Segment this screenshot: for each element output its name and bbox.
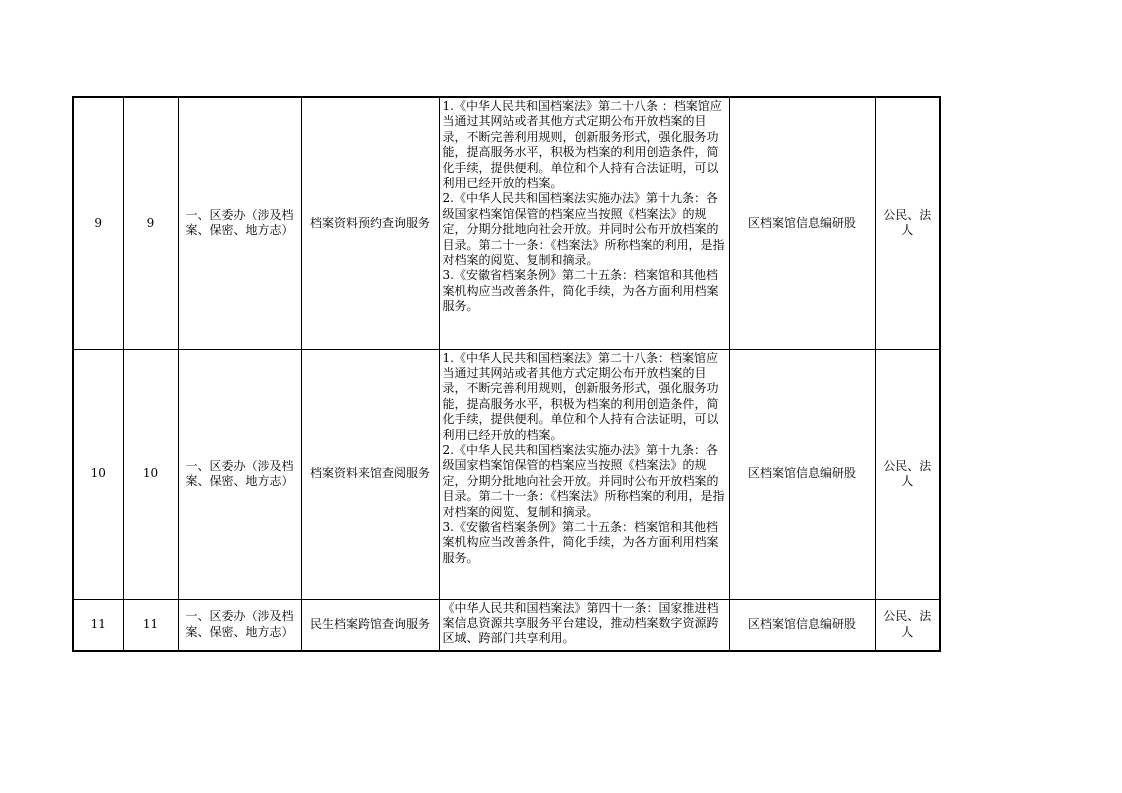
department-cell: 一、区委办（涉及档案、保密、地方志） [178, 599, 301, 651]
table-row [73, 599, 940, 651]
responsible-unit-cell: 区档案馆信息编研股 [729, 349, 875, 599]
legal-basis-paragraph: 1.《中华人民共和国档案法》第二十八条 ：档案馆应当通过其网站或者其他方式定期公布开放档案的目录，不断完善利用规则，创新服务形式，强化服务功能，提高服务水平，积极为档案的利用创造条件，简化手续，提供便利。单位和个人持有合法证明，可以利用已经开放的档案。 [442, 99, 722, 191]
service-item-cell: 民生档案跨馆查询服务 [301, 599, 439, 651]
legal-basis-paragraph: 《中华人民共和国档案法》第四十一条：国家推进档案信息资源共享服务平台建设，推动档案数字资源跨区域、跨部门共享利用。 [442, 600, 719, 646]
service-item-cell: 档案资料来馆查阅服务 [301, 349, 439, 599]
row-index-cell: 11 [73, 599, 123, 651]
legal-basis-paragraph: 1.《中华人民共和国档案法》第二十八条：档案馆应当通过其网站或者其他方式定期公布开放档案的目录，不断完善利用规则，创新服务形式，强化服务功能，提高服务水平，积极为档案的利用创造条件，简化手续，提供便利。单位和个人持有合法证明，可以利用已经开放的档案。 [442, 350, 719, 442]
legal-basis-paragraph: 3.《安徽省档案条例》第二十五条：档案馆和其他档案机构应当改善条件，简化手续，为各方面利用档案服务。 [442, 268, 719, 314]
row-index-cell: 10 [73, 349, 123, 599]
legal-basis-paragraph: 2.《中华人民共和国档案法实施办法》第十九条：各级国家档案馆保管的档案应当按照《档案法》的规定，分期分批地向社会开放。并同时公布开放档案的目录。第二十一条：《档案法》所称档案的利用，是指对档案的阅览、复制和摘录。 [442, 191, 725, 268]
service-target-cell: 公民、法人 [875, 97, 940, 349]
item-number-cell: 9 [123, 97, 178, 349]
legal-basis-cell [439, 599, 729, 651]
table-row [73, 97, 940, 349]
service-target-cell: 公民、法人 [875, 349, 940, 599]
row-index-cell: 9 [73, 97, 123, 349]
legal-basis-cell [439, 97, 729, 349]
department-cell: 一、区委办（涉及档案、保密、地方志） [178, 349, 301, 599]
service-target-cell: 公民、法人 [875, 599, 940, 651]
service-table [72, 96, 941, 652]
legal-basis-paragraph: 2.《中华人民共和国档案法实施办法》第十九条：各级国家档案馆保管的档案应当按照《档案法》的规定，分期分批地向社会开放。并同时公布开放档案的目录。第二十一条：《档案法》所称档案的利用，是指对档案的阅览、复制和摘录。 [442, 442, 725, 519]
department-cell: 一、区委办（涉及档案、保密、地方志） [178, 97, 301, 349]
legal-basis-paragraph: 3.《安徽省档案条例》第二十五条：档案馆和其他档案机构应当改善条件，简化手续，为各方面利用档案服务。 [442, 519, 719, 565]
table-row [73, 349, 940, 599]
item-number-cell: 11 [123, 599, 178, 651]
responsible-unit-cell: 区档案馆信息编研股 [729, 599, 875, 651]
service-item-cell: 档案资料预约查询服务 [301, 97, 439, 349]
responsible-unit-cell: 区档案馆信息编研股 [729, 97, 875, 349]
item-number-cell: 10 [123, 349, 178, 599]
legal-basis-cell [439, 349, 729, 599]
